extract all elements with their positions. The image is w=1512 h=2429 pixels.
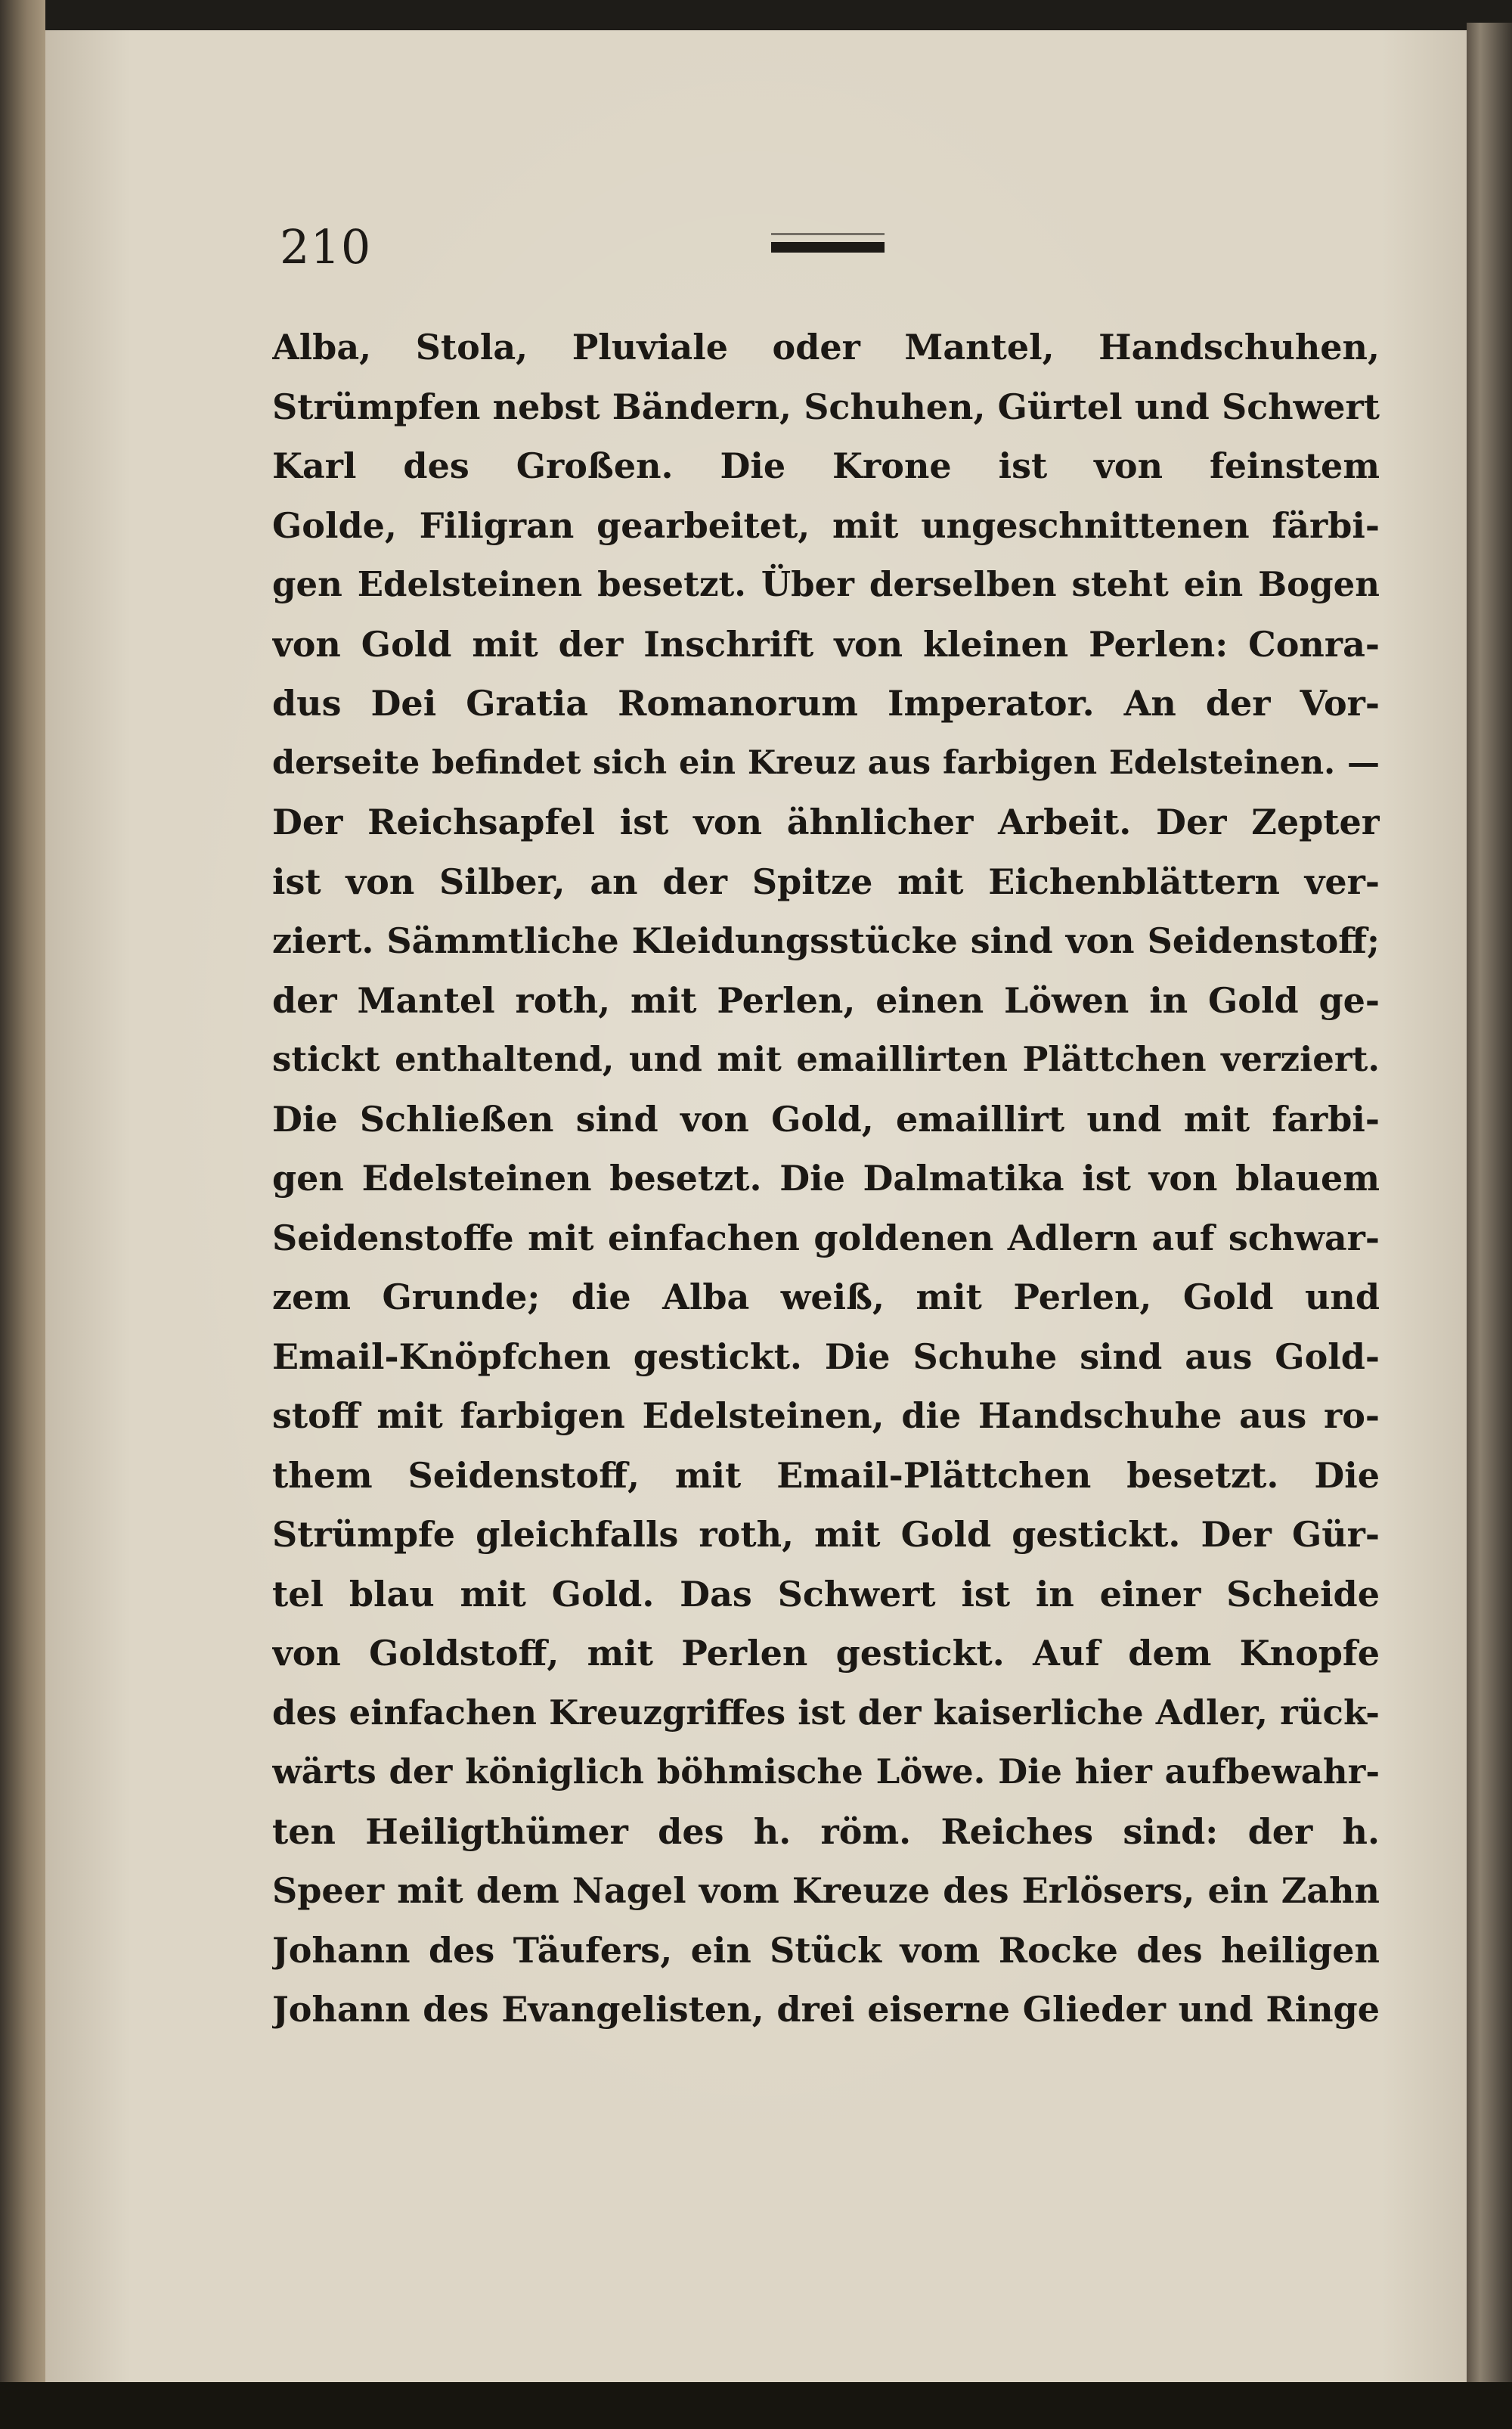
text-line: zem Grunde; die Alba weiß, mit Perlen, Gold und bbox=[272, 1277, 1380, 1317]
text-line: von Gold mit der Inschrift von kleinen Perlen: Conra- bbox=[272, 623, 1380, 665]
text-line: wärts der königlich böhmische Löwe. Die hier aufbewahr- bbox=[272, 1751, 1380, 1792]
text-line: gen Edelsteinen besetzt. Die Dalmatika ist von blauem bbox=[272, 1158, 1380, 1199]
text-line: von Goldstoff, mit Perlen gestickt. Auf dem Knopfe bbox=[272, 1633, 1380, 1674]
text-line: Johann des Evangelisten, drei eiserne Glieder und Ringe bbox=[272, 1989, 1380, 2030]
text-line: them Seidenstoff, mit Email-Plättchen besetzt. Die bbox=[272, 1454, 1380, 1496]
text-line: der Mantel roth, mit Perlen, einen Löwen in Gold ge- bbox=[272, 979, 1380, 1021]
text-line: Die Schließen sind von Gold, emaillirt und mit farbi- bbox=[272, 1098, 1380, 1140]
text-line: Email-Knöpfchen gestickt. Die Schuhe sind aus Gold- bbox=[272, 1335, 1380, 1377]
text-line: ziert. Sämmtliche Kleidungsstücke sind von Seidenstoff; bbox=[272, 920, 1380, 961]
page-edge bbox=[1467, 23, 1512, 2397]
text-line: Strümpfe gleichfalls roth, mit Gold gestickt. Der Gür- bbox=[272, 1514, 1380, 1555]
book-binding bbox=[0, 0, 45, 2429]
text-line: Alba, Stola, Pluviale oder Mantel, Handschuhen, bbox=[272, 327, 1380, 368]
text-line: Golde, Filigran gearbeitet, mit ungeschnittenen färbi- bbox=[272, 504, 1380, 546]
text-line: Strümpfen nebst Bändern, Schuhen, Gürtel und Schwert bbox=[272, 386, 1380, 427]
text-line: derseite befindet sich ein Kreuz aus farbigen Edelsteinen. — bbox=[272, 743, 1380, 782]
text-line: Speer mit dem Nagel vom Kreuze des Erlösers, ein Zahn bbox=[272, 1870, 1380, 1911]
bottom-shadow bbox=[0, 2382, 1512, 2429]
text-line: stoff mit farbigen Edelsteinen, die Handschuhe aus ro- bbox=[272, 1395, 1380, 1436]
page-number: 210 bbox=[280, 219, 372, 275]
text-line: des einfachen Kreuzgriffes ist der kaiserliche Adler, rück- bbox=[272, 1692, 1380, 1733]
text-line: dus Dei Gratia Romanorum Imperator. An der Vor- bbox=[272, 683, 1380, 724]
text-line: tel blau mit Gold. Das Schwert ist in einer Scheide bbox=[272, 1573, 1380, 1615]
text-line: ten Heiligthümer des h. röm. Reiches sind: der h. bbox=[272, 1810, 1380, 1852]
text-line: ist von Silber, an der Spitze mit Eichenblättern ver- bbox=[272, 861, 1380, 902]
header-rule bbox=[771, 242, 885, 253]
text-line: stickt enthaltend, und mit emaillirten Plättchen verziert. bbox=[272, 1039, 1380, 1079]
text-line: Der Reichsapfel ist von ähnlicher Arbeit. Der Zepter bbox=[272, 802, 1380, 842]
text-line: Karl des Großen. Die Krone ist von feinstem bbox=[272, 445, 1380, 486]
text-line: Johann des Täufers, ein Stück vom Rocke des heiligen bbox=[272, 1929, 1380, 1971]
text-line: Seidenstoffe mit einfachen goldenen Adlern auf schwar- bbox=[272, 1217, 1380, 1258]
body-text bbox=[272, 318, 1380, 2040]
text-line: gen Edelsteinen besetzt. Über derselben steht ein Bogen bbox=[272, 564, 1380, 604]
